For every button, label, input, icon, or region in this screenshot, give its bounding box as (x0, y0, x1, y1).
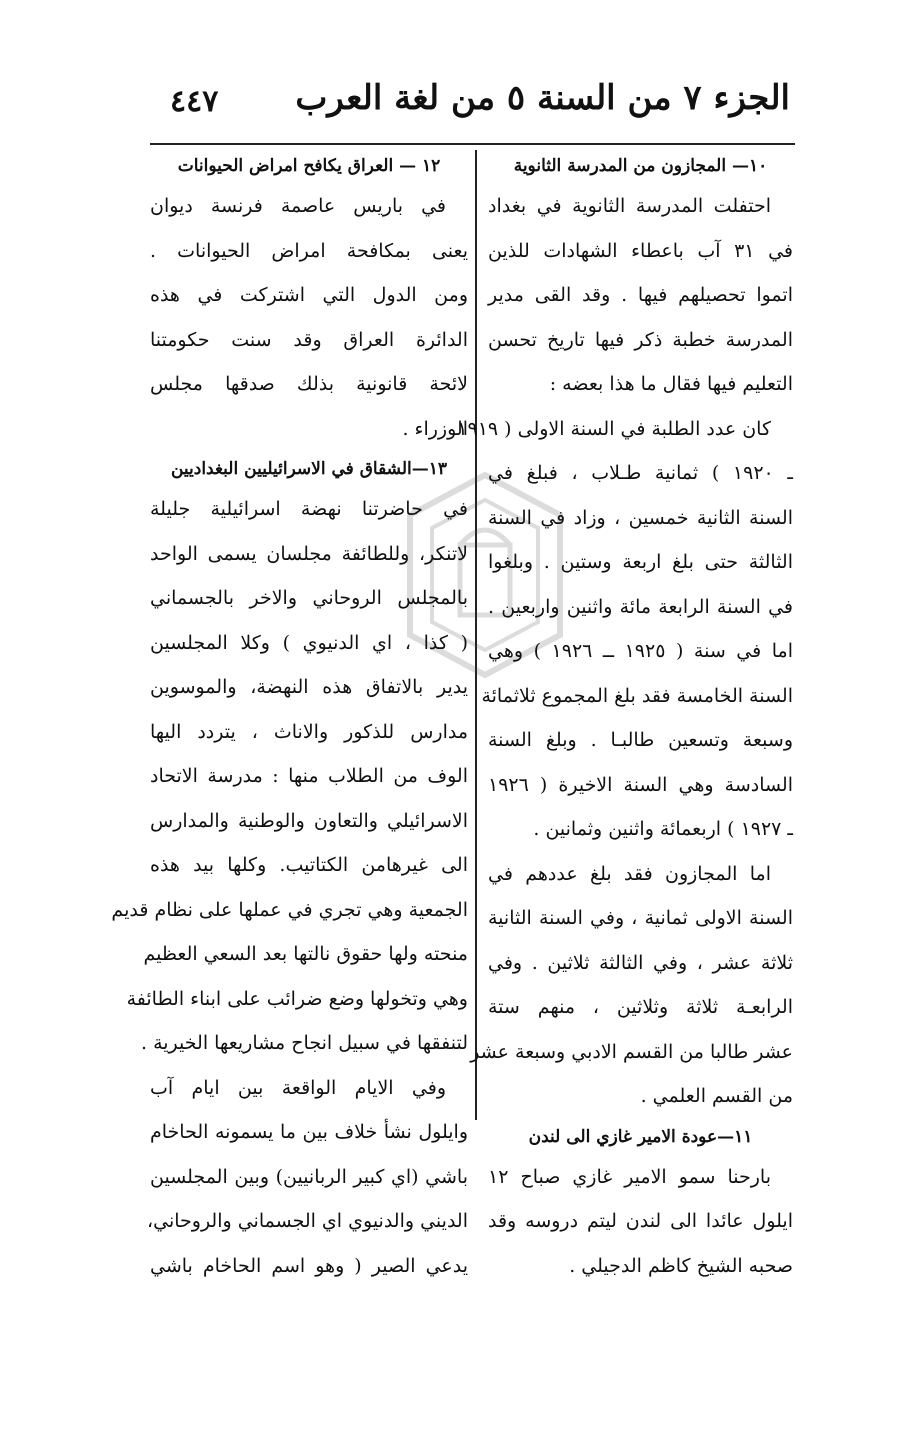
text-line: الدائرة العراق وقد سنت حكومتنا (150, 328, 468, 351)
text-line: ثلاثة عشر ، وفي الثالثة ثلاثين . وفي (488, 951, 793, 974)
text-line: اتموا تحصيلهم فيها . وقد القى مدير (488, 284, 793, 306)
text-line: في باريس عاصمة فرنسة ديوان (150, 195, 446, 217)
text-line: السادسة وهي السنة الاخيرة ( ١٩٢٦ (488, 773, 793, 796)
text-line: المدرسة خطبة ذكر فيها تاريخ تحسن (488, 328, 793, 351)
text-line: الثالثة حتى بلغ اربعة وستين . وبلغوا (488, 551, 793, 573)
text-line: ايلول عائدا الى لندن ليتم دروسه وقد (488, 1210, 793, 1232)
text-line: ـ ١٩٢٠ ) ثمانية طـلاب ، فبلغ في (488, 462, 793, 484)
text-line: الى غيرهامن الكتاتيب. وكلها بيد هذه (150, 854, 468, 876)
running-title: الجزء ٧ من السنة ٥ من لغة العرب (295, 78, 790, 118)
text-line: لتنفقها في سبيل انجاح مشاريعها الخيرية . (141, 1032, 468, 1054)
text-line: ـ ١٩٢٧ ) اربعمائة واثنين وثمانين . (533, 818, 793, 840)
page-header (150, 78, 790, 138)
text-line: اما المجازون فقد بلغ عددهم في (488, 862, 771, 885)
page-number: ٤٤٧ (170, 84, 219, 119)
text-line: بالمجلس الروحاني والاخر بالجسماني (150, 587, 468, 609)
text-line: من القسم العلمي . (640, 1085, 793, 1107)
text-line: لائحة قانونية بذلك صدقها مجلس (150, 373, 468, 395)
text-line: الجمعية وهي تجري في عملها على نظام قديم (111, 898, 468, 921)
text-line: الوزراء . (402, 417, 468, 440)
text-line: احتفلت المدرسة الثانوية في بغداد (488, 195, 771, 217)
left-column (111, 148, 468, 1288)
section-heading: ١٠— المجازون من المدرسة الثانوية (513, 156, 768, 176)
text-line: بارحنا سمو الامير غازي صباح ١٢ (488, 1165, 771, 1188)
section-heading: ١١—عودة الامير غازي الى لندن (528, 1126, 753, 1147)
text-line: منحته ولها حقوق نالتها بعد السعي العظيم (143, 943, 468, 965)
text-line: لاتنكر، وللطائفة مجلسان يسمى الواحد (150, 542, 468, 565)
section-heading: ١٣—الشقاق في الاسرائيليين البغداديين (170, 459, 448, 479)
text-line: السنة الاولى ثمانية ، وفي السنة الثانية (488, 907, 793, 929)
text-line: ومن الدول التي اشتركت في هذه (150, 284, 468, 306)
text-line: الوف من الطلاب منها : مدرسة الاتحاد (150, 765, 468, 787)
text-line: ( كذا ، اي الدنيوي ) وكلا المجلسين (150, 631, 468, 654)
text-line: اما في سنة ( ١٩٢٥ ــ ١٩٢٦ ) وهي (488, 640, 793, 662)
text-line: عشر طالبا من القسم الادبي وسبعة عشر (470, 1040, 793, 1063)
text-line: مدارس للذكور والاناث ، يتردد اليها (150, 720, 468, 743)
text-line: وهي وتخولها وضع ضرائب على ابناء الطائفة (126, 987, 468, 1010)
text-line: الرابعـة ثلاثة وثلاثين ، منهم ستة (488, 996, 793, 1018)
text-line: كان عدد الطلبة في السنة الاولى ( ١٩١٩ (457, 417, 771, 440)
text-line: وفي الايام الواقعة بين ايام آب (150, 1076, 446, 1099)
text-line: صحبه الشيخ كاظم الدجيلي . (569, 1254, 793, 1277)
text-line: التعليم فيها فقال ما هذا بعضه : (549, 373, 793, 395)
text-line: يعنى بمكافحة امراض الحيوانات . (150, 239, 468, 262)
text-line: في حاضرتنا نهضة اسرائيلية جليلة (150, 498, 468, 520)
text-line: وايلول نشأ خلاف بين ما يسمونه الحاخام (150, 1121, 468, 1143)
text-line: الاسرائيلي والتعاون والوطنية والمدارس (150, 809, 468, 832)
text-line: باشي (اي كبير الربانيين) وبين المجلسين (150, 1165, 468, 1188)
header-rule (150, 143, 795, 145)
text-line: السنة الخامسة فقد بلغ المجموع ثلاثمائة (481, 684, 793, 707)
text-line: الديني والدنيوي اي الجسماني والروحاني، (146, 1210, 468, 1232)
text-line: السنة الثانية خمسين ، وزاد في السنة (488, 506, 793, 529)
text-line: يدعي الصير ( وهو اسم الحاخام باشي (150, 1254, 468, 1277)
text-line: في السنة الرابعة مائة واثنين واربعين . (488, 595, 793, 618)
text-line: في ٣١ آب باعطاء الشهادات للذين (488, 239, 793, 262)
section-heading: ١٢ — العراق يكافح امراض الحيوانات (177, 156, 441, 176)
right-column (457, 148, 793, 1288)
text-line: وسبعة وتسعين طالبـا . وبلغ السنة (488, 729, 793, 751)
text-line: يدير بالاتفاق هذه النهضة، والموسوين (150, 676, 468, 698)
